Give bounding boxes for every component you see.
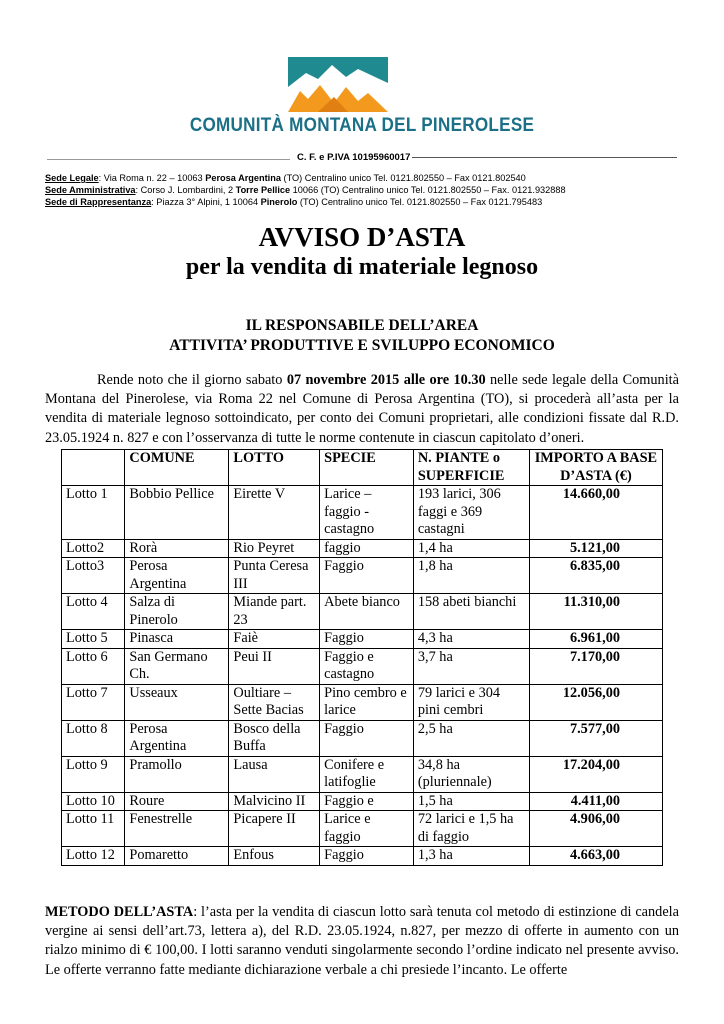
table-cell: Pramollo xyxy=(125,756,229,792)
table-cell: Picapere II xyxy=(229,811,320,847)
table-row xyxy=(62,756,663,792)
lots-table xyxy=(61,449,663,866)
responsible-area: ATTIVITA’ PRODUTTIVE E SVILUPPO ECONOMICO xyxy=(169,337,555,354)
table-cell: Larice – faggio - castagno xyxy=(320,486,414,540)
header-cell xyxy=(62,450,125,486)
table-cell: Peui II xyxy=(229,648,320,684)
table-cell: 5.121,00 xyxy=(529,539,662,558)
table-cell: 1,5 ha xyxy=(413,792,529,811)
header-cell: IMPORTO A BASE D’ASTA (€) xyxy=(529,450,662,486)
table-cell: Lotto 6 xyxy=(62,648,125,684)
table-cell: Lotto 10 xyxy=(62,792,125,811)
table-cell: San Germano Ch. xyxy=(125,648,229,684)
table-cell: Fenestrelle xyxy=(125,811,229,847)
table-cell: 11.310,00 xyxy=(529,594,662,630)
organization-name: COMUNITÀ MONTANA DEL PINEROLESE xyxy=(189,115,535,136)
document-title: AVVISO D’ASTA xyxy=(258,222,466,252)
table-cell: 14.660,00 xyxy=(529,486,662,540)
table-cell: Faggio xyxy=(320,630,414,649)
table-cell: 72 larici e 1,5 ha di faggio xyxy=(413,811,529,847)
table-cell: 1,4 ha xyxy=(413,539,529,558)
table-cell: Lotto 4 xyxy=(62,594,125,630)
table-cell: 12.056,00 xyxy=(529,684,662,720)
table-cell: Faggio e xyxy=(320,792,414,811)
table-cell: Perosa Argentina xyxy=(125,558,229,594)
table-cell: Faggio e castagno xyxy=(320,648,414,684)
table-cell: Lotto 11 xyxy=(62,811,125,847)
table-cell: faggio xyxy=(320,539,414,558)
table-row xyxy=(62,684,663,720)
table-row xyxy=(62,792,663,811)
table-row xyxy=(62,558,663,594)
intro-paragraph: Rende noto che il giorno sabato 07 novembre 2015 alle ore 10.30 nelle sede legale della Comunità Montana del Pinerolese, via Roma 22 nel Comune di Perosa Argentina (TO), si procederà all’asta per la vendita di materiale legnoso sottoindicato, per conto dei Comuni proprietari, alle condizioni fissate dal R.D. 23.05.1924 n. 827 e con l’osservanza di tutte le norme contenute in ciascun capitolato d’oneri. xyxy=(45,372,679,446)
header-cell: SPECIE xyxy=(320,450,414,486)
method-label: METODO DELL’ASTA xyxy=(45,904,194,920)
table-cell: Pino cembro e larice xyxy=(320,684,414,720)
table-cell: Lausa xyxy=(229,756,320,792)
table-cell: Eirette V xyxy=(229,486,320,540)
table-cell: 4.411,00 xyxy=(529,792,662,811)
table-cell: 4,3 ha xyxy=(413,630,529,649)
table-cell: Faiè xyxy=(229,630,320,649)
table-cell: Rorà xyxy=(125,539,229,558)
table-cell: Conifere e latifoglie xyxy=(320,756,414,792)
table-cell: Lotto 5 xyxy=(62,630,125,649)
table-cell: 7.577,00 xyxy=(529,720,662,756)
responsible-heading: IL RESPONSABILE DELL’AREA xyxy=(245,317,479,334)
table-header-row xyxy=(62,450,663,486)
table-row xyxy=(62,594,663,630)
table-cell: Rio Peyret xyxy=(229,539,320,558)
table-cell: Perosa Argentina xyxy=(125,720,229,756)
table-cell: Miande part. 23 xyxy=(229,594,320,630)
document-subtitle: per la vendita di materiale legnoso xyxy=(185,254,539,280)
table-cell: 79 larici e 304 pini cembri xyxy=(413,684,529,720)
table-row xyxy=(62,630,663,649)
table-cell: 6.835,00 xyxy=(529,558,662,594)
table-cell: 1,3 ha xyxy=(413,847,529,866)
table-row xyxy=(62,648,663,684)
table-cell: 34,8 ha (pluriennale) xyxy=(413,756,529,792)
table-row xyxy=(62,811,663,847)
table-cell: 4.906,00 xyxy=(529,811,662,847)
table-cell: Lotto 12 xyxy=(62,847,125,866)
tax-code-row xyxy=(47,152,677,168)
table-cell: Pomaretto xyxy=(125,847,229,866)
table-cell: Oultiare – Sette Bacias xyxy=(229,684,320,720)
table-cell: Bosco della Buffa xyxy=(229,720,320,756)
table-cell: Larice e faggio xyxy=(320,811,414,847)
table-cell: Faggio xyxy=(320,720,414,756)
method-paragraph: METODO DELL’ASTA: l’asta per la vendita di ciascun lotto sarà tenuta col metodo di estinzione di candela vergine ai sensi dell’art.73, lettera a), del R.D. 23.05.1924, n.827, per mezzo di offerte in aumento con un rialzo minimo di € 100,00. I lotti saranno venduti singolarmente secondo l’ordine indicato nel presente avviso. Le offerte verranno fatte mediante dichiarazione verbale a chi presiede l’incanto. Le offerte xyxy=(45,904,679,978)
table-cell: Lotto 7 xyxy=(62,684,125,720)
table-cell: Lotto 8 xyxy=(62,720,125,756)
address-line-representative: Sede di Rappresentanza: Piazza 3° Alpini, 1 10064 Pinerolo (TO) Centralino unico Tel. 0121.802550 – Fax 0121.795483 xyxy=(45,197,543,207)
table-cell: 17.204,00 xyxy=(529,756,662,792)
table-cell: Pinasca xyxy=(125,630,229,649)
divider xyxy=(47,159,290,160)
tax-code: C. F. e P.IVA 10195960017 xyxy=(297,152,411,163)
table-cell: Salza di Pinerolo xyxy=(125,594,229,630)
header-cell: N. PIANTE o SUPERFICIE xyxy=(413,450,529,486)
table-cell: Bobbio Pellice xyxy=(125,486,229,540)
table-cell: Malvicino II xyxy=(229,792,320,811)
table-cell: Usseaux xyxy=(125,684,229,720)
table-cell: Roure xyxy=(125,792,229,811)
table-cell: 4.663,00 xyxy=(529,847,662,866)
table-row xyxy=(62,486,663,540)
table-cell: Lotto2 xyxy=(62,539,125,558)
table-cell: Lotto3 xyxy=(62,558,125,594)
table-cell: 2,5 ha xyxy=(413,720,529,756)
table-cell: 1,8 ha xyxy=(413,558,529,594)
table-row xyxy=(62,539,663,558)
table-cell: Abete bianco xyxy=(320,594,414,630)
table-cell: 193 larici, 306 faggi e 369 castagni xyxy=(413,486,529,540)
table-cell: Lotto 1 xyxy=(62,486,125,540)
address-line-admin: Sede Amministrativa: Corso J. Lombardini, 2 Torre Pellice 10066 (TO) Centralino unico Tel. 0121.802550 – Fax. 0121.932888 xyxy=(45,185,566,195)
address-line-legal: Sede Legale: Via Roma n. 22 – 10063 Perosa Argentina (TO) Centralino unico Tel. 0121.802550 – Fax 0121.802540 xyxy=(45,173,526,183)
table-cell: Lotto 9 xyxy=(62,756,125,792)
table-row xyxy=(62,847,663,866)
table-cell: 6.961,00 xyxy=(529,630,662,649)
table-cell: Faggio xyxy=(320,847,414,866)
table-cell: 7.170,00 xyxy=(529,648,662,684)
table-cell: 3,7 ha xyxy=(413,648,529,684)
organization-logo xyxy=(288,57,388,112)
header-cell: LOTTO xyxy=(229,450,320,486)
table-cell: Enfous xyxy=(229,847,320,866)
table-cell: Punta Ceresa III xyxy=(229,558,320,594)
table-row xyxy=(62,720,663,756)
table-cell: Faggio xyxy=(320,558,414,594)
header-cell: COMUNE xyxy=(125,450,229,486)
divider xyxy=(412,157,677,158)
table-cell: 158 abeti bianchi xyxy=(413,594,529,630)
